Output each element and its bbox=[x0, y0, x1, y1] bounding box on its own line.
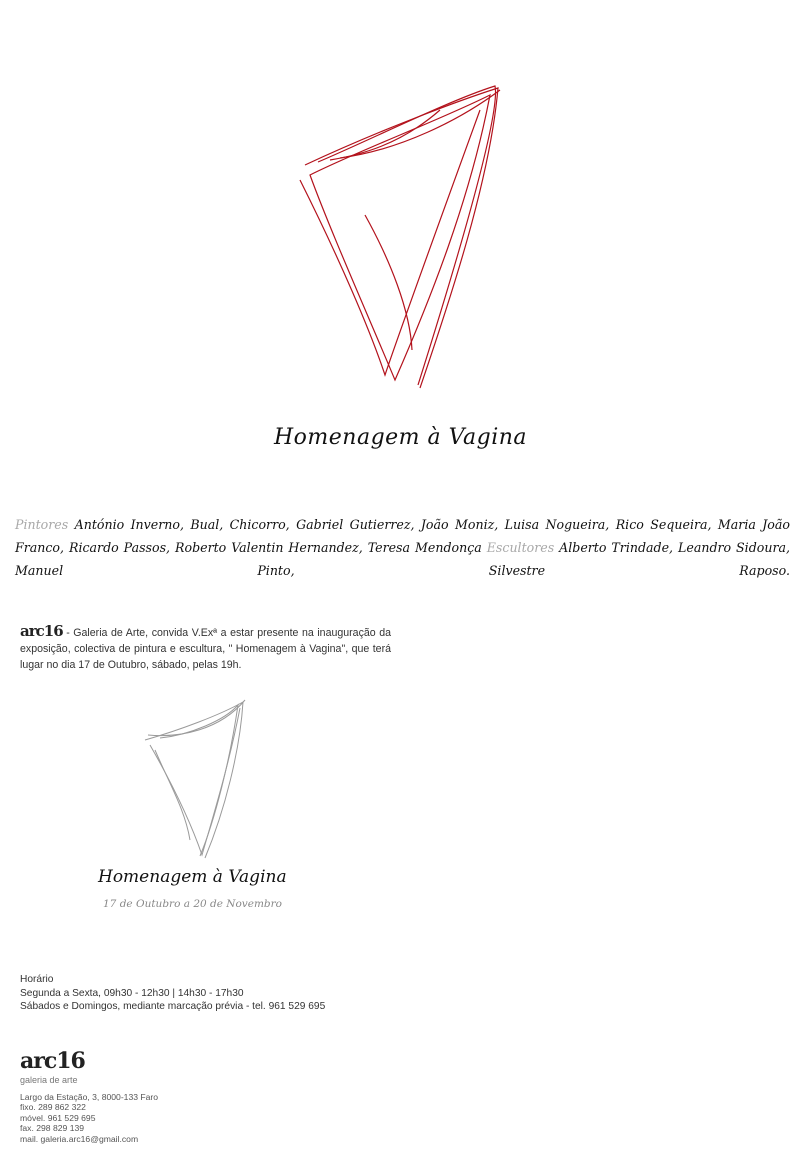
contact-info bbox=[20, 1092, 158, 1144]
small-exhibition-title: Homenagem à Vagina bbox=[98, 867, 287, 887]
phone-mobile: móvel. 961 529 695 bbox=[20, 1112, 96, 1123]
address: Largo da Estação, 3, 8000-133 Faro bbox=[20, 1092, 159, 1102]
hours-weekend: Sábados e Domingos, mediante marcação prévia - tel. 961 529 695 bbox=[20, 1001, 326, 1012]
arc16-logo-inline: arc16 bbox=[20, 622, 63, 640]
invitation-text bbox=[20, 623, 391, 673]
arc16-logo: arc16 bbox=[20, 1048, 85, 1074]
artists-list bbox=[15, 513, 790, 582]
invitation-body: - Galeria de Arte, convida V.Exª a estar presente na inauguração da exposição, colectiva de pintura e escultura, " Homenagem à Vagina", que terá lugar no dia 17 de Outubro, sábado, pelas 19h. bbox=[20, 627, 391, 671]
phone-fixed: fixo. 289 862 322 bbox=[20, 1102, 86, 1113]
footer-logo bbox=[20, 1048, 85, 1086]
fax: fax. 298 829 139 bbox=[20, 1123, 85, 1134]
hours-weekdays: Segunda a Sexta, 09h30 - 12h30 | 14h30 - 17h30 bbox=[20, 987, 244, 999]
red-triangle-drawing bbox=[0, 0, 801, 400]
opening-hours bbox=[20, 973, 325, 1014]
sculptors-label: Escultores bbox=[486, 540, 555, 555]
logo-subtitle: galeria de arte bbox=[20, 1075, 78, 1085]
painters-names: António Inverno, Bual, Chicorro, Gabriel Gutierrez, João Moniz, Luisa Nogueira, Rico Sequeira, Maria João Franco, Ricardo Passos, Roberto Valentin Hernandez, Teresa Mendonça bbox=[15, 517, 790, 555]
sculptors-names: Alberto Trindade, Leandro Sidoura, Manuel Pinto, Silvestre Raposo. bbox=[15, 540, 791, 578]
exhibition-title: Homenagem à Vagina bbox=[273, 425, 528, 450]
hours-label: Horário bbox=[20, 974, 54, 985]
exhibition-dates: 17 de Outubro a 20 de Novembro bbox=[103, 898, 282, 910]
painters-label: Pintores bbox=[15, 517, 69, 532]
gray-triangle-drawing bbox=[130, 690, 260, 862]
email: mail. galeria.arc16@gmail.com bbox=[20, 1133, 139, 1144]
